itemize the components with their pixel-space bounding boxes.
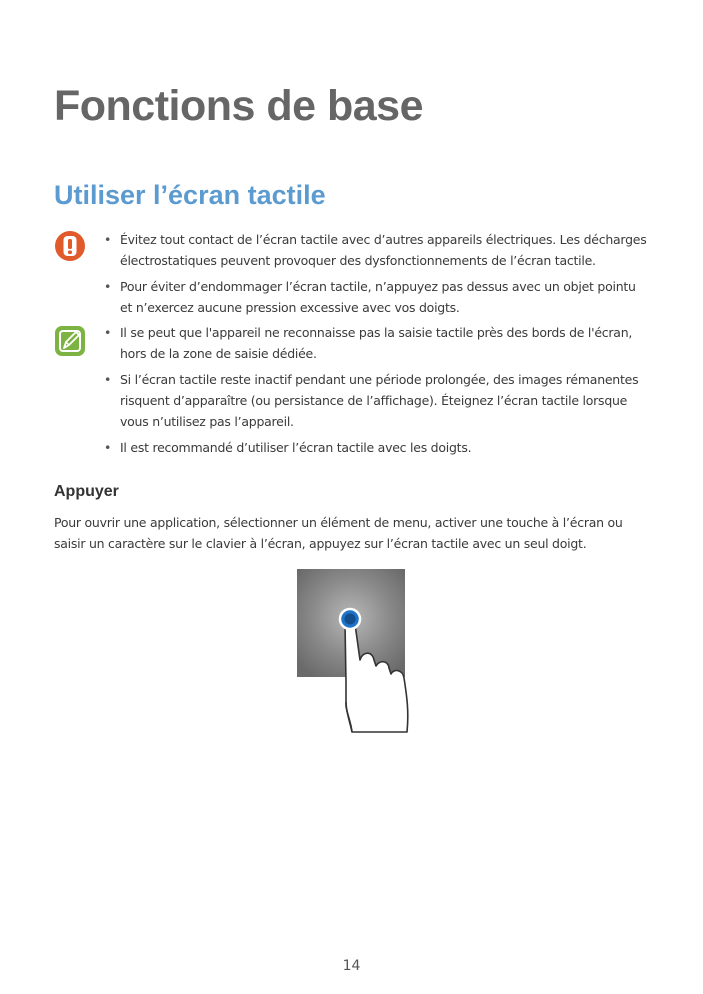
note-text: Si l’écran tactile reste inactif pendant une période prolongée, des images rémanentes risquent d’apparaître (ou persistance de l’affichage). Éteignez l’écran tactile lorsque vous n’utilisez pas l’appareil. [120, 372, 639, 429]
warning-text: Évitez tout contact de l’écran tactile avec d’autres appareils électriques. Les décharges électrostatiques peuvent provoquer des dysfonctionnements de l’écran tactile. [120, 232, 647, 268]
note-text: Il est recommandé d’utiliser l’écran tactile avec les doigts. [120, 440, 472, 455]
list-item: • Pour éviter d’endommager l’écran tactile, n’appuyez pas dessus avec un objet pointu et n’exercez aucune pression excessive avec vos doigts. [104, 279, 636, 315]
list-item: • Il est recommandé d’utiliser l’écran tactile avec les doigts. [104, 440, 472, 455]
note-list [102, 322, 647, 463]
warning-list [102, 229, 647, 323]
warning-text: Pour éviter d’endommager l’écran tactile, n’appuyez pas dessus avec un objet pointu et n’exercez aucune pression excessive avec vos doigts. [120, 279, 636, 315]
page-title: Fonctions de base [54, 82, 424, 130]
list-item: • Il se peut que l'appareil ne reconnaisse pas la saisie tactile près des bords de l'écran, hors de la zone de saisie dédiée. [104, 325, 633, 361]
page-number: 14 [342, 958, 361, 974]
finger-tap-icon [290, 562, 420, 737]
warning-icon [54, 230, 86, 262]
list-item: • Si l’écran tactile reste inactif pendant une période prolongée, des images rémanentes risquent d’apparaître (ou persistance de l’affichage). Éteignez l’écran tactile lorsque vous n’utilisez pas l’appareil. [104, 372, 639, 429]
note-icon [54, 325, 86, 357]
list-item: • Évitez tout contact de l’écran tactile avec d’autres appareils électriques. Les décharges électrostatiques peuvent provoquer des dysfonctionnements de l’écran tactile. [104, 232, 647, 268]
note-text: Il se peut que l'appareil ne reconnaisse pas la saisie tactile près des bords de l'écran, hors de la zone de saisie dédiée. [120, 325, 633, 361]
tap-description: Pour ouvrir une application, sélectionner un élément de menu, activer une touche à l’écran ou saisir un caractère sur le clavier à l’écran, appuyez sur l’écran tactile avec un seul doigt. [54, 515, 623, 551]
section-title: Utiliser l’écran tactile [54, 180, 326, 210]
tap-heading: Appuyer [54, 483, 119, 500]
